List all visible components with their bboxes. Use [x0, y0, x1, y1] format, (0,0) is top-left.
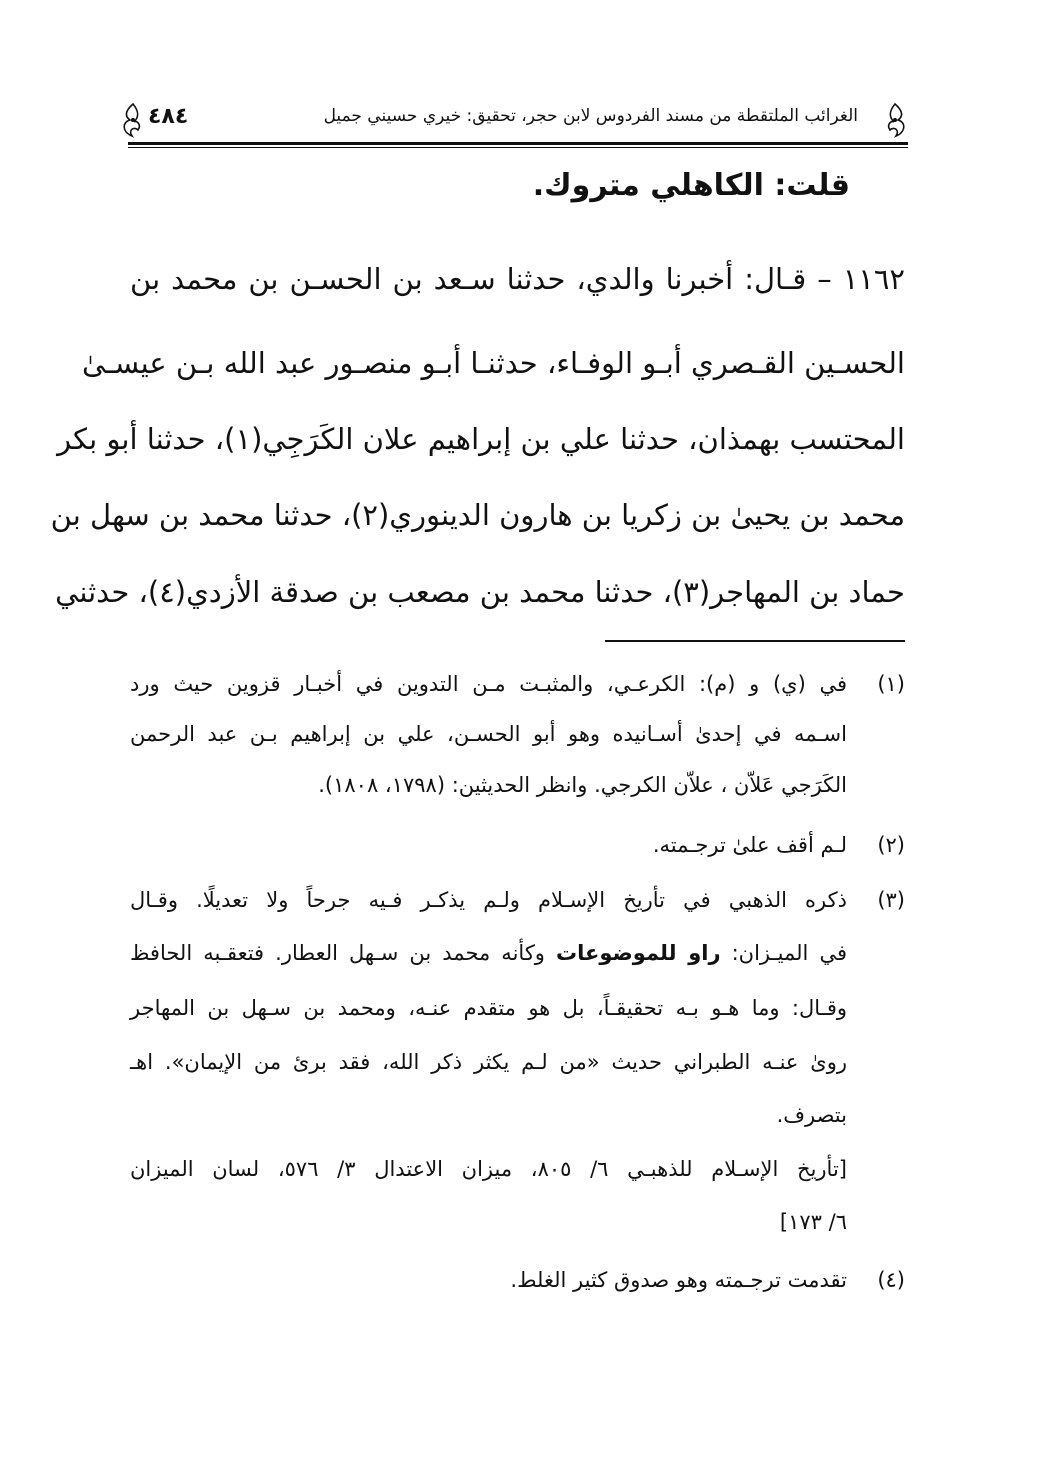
footnote-line: روىٰ عنـه الطبراني حديث «من لـم يكثر ذكر الله، فقد برئ من الإيمان». اهـ: [130, 1050, 847, 1074]
footnote-line: في (ي) و (م): الكرعـي، والمثبـت مـن التدوين في أخبـار قزوين حيث ورد: [130, 672, 847, 696]
body-line: المحتسب بهمذان، حدثنا علي بن إبراهيم علان الكَرَجِي(١)، حدثنا أبو بكر: [57, 422, 905, 456]
footnote-line: تقدمت ترجـمته وهو صدوق كثير الغلط.: [510, 1268, 847, 1292]
footnote-line: [تأريخ الإسـلام للذهبـي ٦/ ٨٠٥، ميزان الاعتدال ٣/ ٥٧٦، لسان الميزان: [130, 1157, 847, 1181]
running-title: الغرائب الملتقطة من مسند الفردوس لابن حجر، تحقيق: خيري حسيني جميل: [323, 106, 858, 126]
body-line: حماد بن المهاجر(٣)، حدثنا محمد بن مصعب بن صدقة الأزدي(٤)، حدثني: [55, 575, 905, 609]
footnote-line: ذكره الذهبي في تأريخ الإسـلام ولـم يذكـر فـيه جرحاً ولا تعديلًا. وقـال: [130, 888, 847, 912]
section-heading: قلت: الكاهلي متروك.: [532, 168, 850, 203]
footnote-number: (١): [877, 672, 905, 696]
ornament-left-icon: [120, 102, 146, 140]
body-line: ١١٦٢ – قـال: أخبرنا والدي، حدثنا سـعد بن الحسـن بن محمد بن: [130, 262, 905, 296]
body-line: محمد بن يحيىٰ بن زكريا بن هارون الدينوري(٢)، حدثنا محمد بن سهل بن: [50, 498, 905, 532]
ornament-right-icon: [882, 102, 908, 140]
footnote-line: وقـال: وما هـو بـه تحقيقـاً، بل هو متقدم عنـه، ومحمد بن سـهل بن المهاجر: [130, 996, 847, 1020]
footnote-text: وكأنه محمد بن سـهل العطار. فتعقـبه الحافظ: [130, 941, 557, 965]
body-line: الحسـين القـصري أبـو الوفـاء، حدثنـا أبـو منصـور عبد الله بـن عيسـىٰ: [82, 346, 905, 380]
footnote-number: (٢): [877, 833, 905, 857]
footnote-separator: [605, 640, 905, 642]
footnote-line: [130, 941, 847, 965]
footnote-number: (٤): [877, 1268, 905, 1292]
footnote-line: لـم أقف علىٰ ترجـمته.: [652, 833, 847, 857]
footnote-line: الكَرَجي عَلاّن ، علاّن الكرجي. وانظر الحديثين: (١٧٩٨، ١٨٠٨).: [318, 773, 847, 797]
footnote-line: بتصرف.: [776, 1103, 847, 1127]
footnote-line: اسـمه في إحدىٰ أسـانيده وهو أبو الحسـن، علي بن إبراهيم بـن عبد الرحمن: [130, 722, 847, 746]
page-number: ٤٨٤: [148, 104, 189, 129]
footnote-number: (٣): [877, 888, 905, 912]
footnote-bold-text: راو للموضوعات: [556, 941, 721, 965]
header-rule: [128, 142, 908, 148]
footnote-text: في الميـزان:: [720, 941, 847, 965]
page-header: [128, 100, 908, 150]
footnote-line: ٦/ ١٧٣]: [779, 1210, 847, 1234]
